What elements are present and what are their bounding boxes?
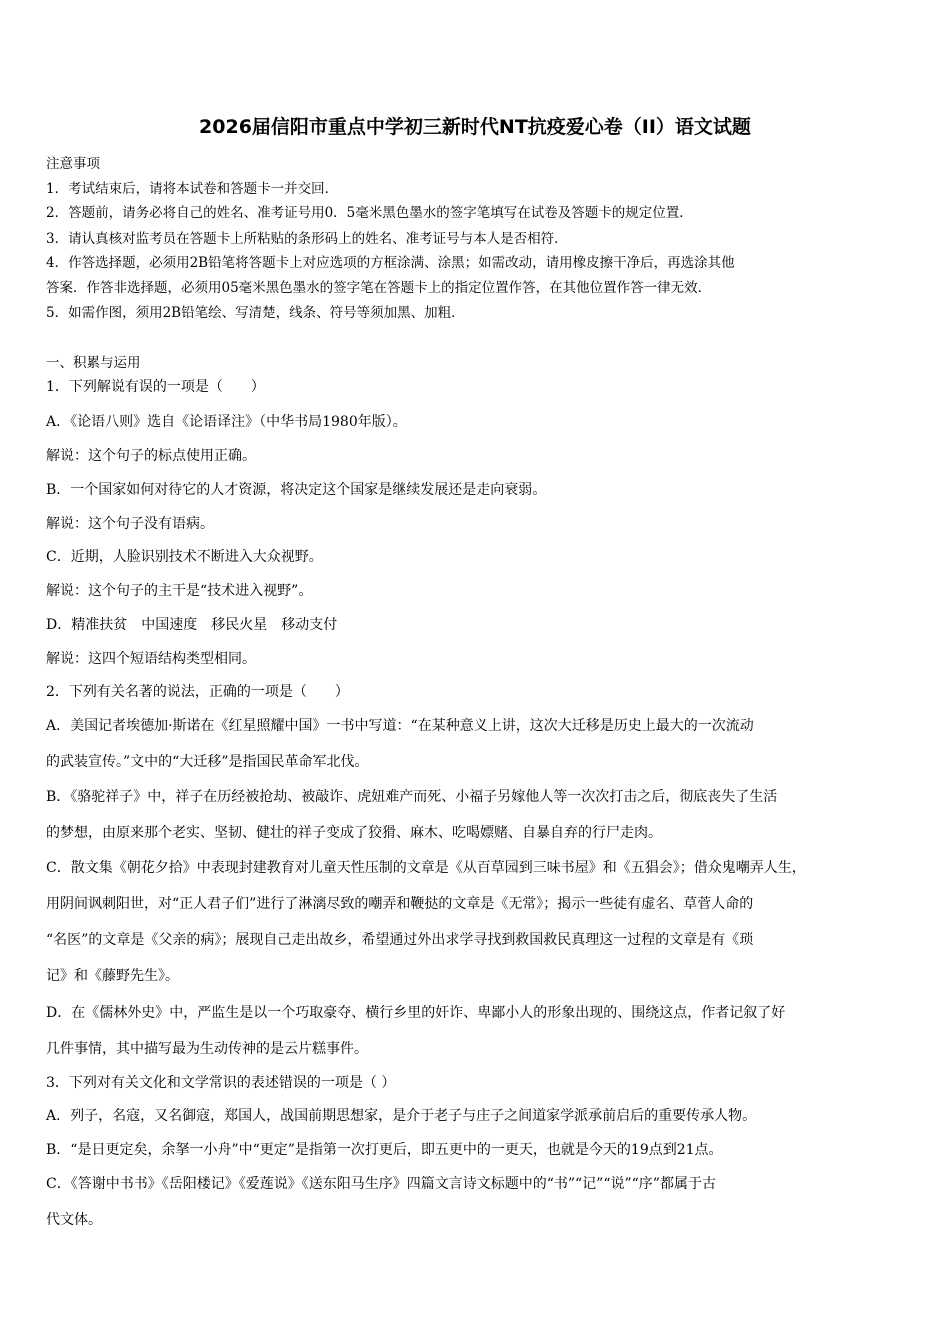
option-a: A．美国记者埃德加·斯诺在《红星照耀中国》一书中写道：“在某种意义上讲，这次大迁移是历史上最大的一次流动 bbox=[46, 718, 754, 734]
question-stem: 1．下列解说有误的一项是（ ） bbox=[46, 379, 265, 395]
option-c-cont: 代文体。 bbox=[46, 1212, 102, 1228]
question-stem: 3．下列对有关文化和文学常识的表述错误的一项是（ ） bbox=[46, 1075, 396, 1091]
option-d-cont: 几件事情，其中描写最为生动传神的是云片糕事件。 bbox=[46, 1041, 368, 1057]
page-title: 2026届信阳市重点中学初三新时代NT抗疫爱心卷（II）语文试题 bbox=[199, 116, 751, 138]
notice-item: 4．作答选择题，必须用2B铅笔将答题卡上对应选项的方框涂满、涂黑；如需改动，请用橡皮擦干净后，再选涂其他 bbox=[46, 255, 735, 271]
notice-item: 5．如需作图，须用2B铅笔绘、写清楚，线条、符号等须加黑、加粗． bbox=[46, 305, 465, 321]
option-a-cont: 的武装宣传。”文中的“大迁移”是指国民革命军北伐。 bbox=[46, 754, 369, 770]
option-a: A．《论语八则》选自《论语译注》（中华书局1980年版）。 bbox=[46, 414, 407, 430]
notice-item: 3．请认真核对监考员在答题卡上所粘贴的条形码上的姓名、准考证号与本人是否相符． bbox=[46, 231, 568, 247]
section-heading: 一、积累与运用 bbox=[46, 355, 141, 371]
option-a: A．列子，名寇，又名御寇，郑国人，战国前期思想家，是介于老子与庄子之间道家学派承前启后的重要传承人物。 bbox=[46, 1108, 757, 1124]
explanation: 解说：这个句子的主干是“技术进入视野”。 bbox=[46, 583, 313, 599]
option-c: C．《答谢中书书》《岳阳楼记》《爱莲说》《送东阳马生序》四篇文言诗文标题中的“书”“记”“说”“序”都属于古 bbox=[46, 1176, 716, 1192]
explanation: 解说：这四个短语结构类型相同。 bbox=[46, 651, 256, 667]
option-c-cont: “名医”的文章是《父亲的病》；展现自己走出故乡，希望通过外出求学寻找到救国救民真理这一过程的文章是有《琐 bbox=[46, 932, 754, 948]
option-c: C．散文集《朝花夕拾》中表现封建教育对儿童天性压制的文章是《从百草园到三味书屋》和《五猖会》；借众鬼嘲弄人生， bbox=[46, 860, 806, 876]
explanation: 解说：这个句子的标点使用正确。 bbox=[46, 448, 256, 464]
notice-item: 2．答题前，请务必将自己的姓名、准考证号用0．5毫米黑色墨水的签字笔填写在试卷及答题卡的规定位置． bbox=[46, 205, 693, 221]
option-c: C．近期，人脸识别技术不断进入大众视野。 bbox=[46, 549, 323, 565]
question-stem: 2．下列有关名著的说法，正确的一项是（ ） bbox=[46, 684, 349, 700]
notice-item: 答案．作答非选择题，必须用05毫米黑色墨水的签字笔在答题卡上的指定位置作答，在其他位置作答一律无效． bbox=[46, 280, 712, 296]
option-c-cont: 用阴间讽刺阳世，对“正人君子们”进行了淋漓尽致的嘲弄和鞭挞的文章是《无常》；揭示一些徒有虚名、草菅人命的 bbox=[46, 896, 754, 912]
option-b: B．一个国家如何对待它的人才资源，将决定这个国家是继续发展还是走向衰弱。 bbox=[46, 482, 547, 498]
explanation: 解说：这个句子没有语病。 bbox=[46, 516, 214, 532]
notice-heading: 注意事项 bbox=[46, 156, 100, 172]
notice-item: 1．考试结束后，请将本试卷和答题卡一并交回． bbox=[46, 181, 339, 197]
option-d: D．在《儒林外史》中，严监生是以一个巧取豪夺、横行乡里的奸诈、卑鄙小人的形象出现的、围绕这点，作者记叙了好 bbox=[46, 1005, 786, 1021]
option-b: B．“是日更定矣，余拏一小舟”中“更定”是指第一次打更后，即五更中的一更天，也就是今天的19点到21点。 bbox=[46, 1142, 723, 1158]
option-d: D．精准扶贫 中国速度 移民火星 移动支付 bbox=[46, 617, 338, 633]
option-b-cont: 的梦想，由原来那个老实、坚韧、健壮的祥子变成了狡猾、麻木、吃喝嫖赌、自暴自弃的行尸走肉。 bbox=[46, 825, 662, 841]
option-b: B．《骆驼祥子》中，祥子在历经被抢劫、被敲诈、虎妞难产而死、小福子另嫁他人等一次次打击之后，彻底丧失了生活 bbox=[46, 789, 778, 805]
option-c-cont: 记》和《藤野先生》。 bbox=[46, 968, 179, 984]
